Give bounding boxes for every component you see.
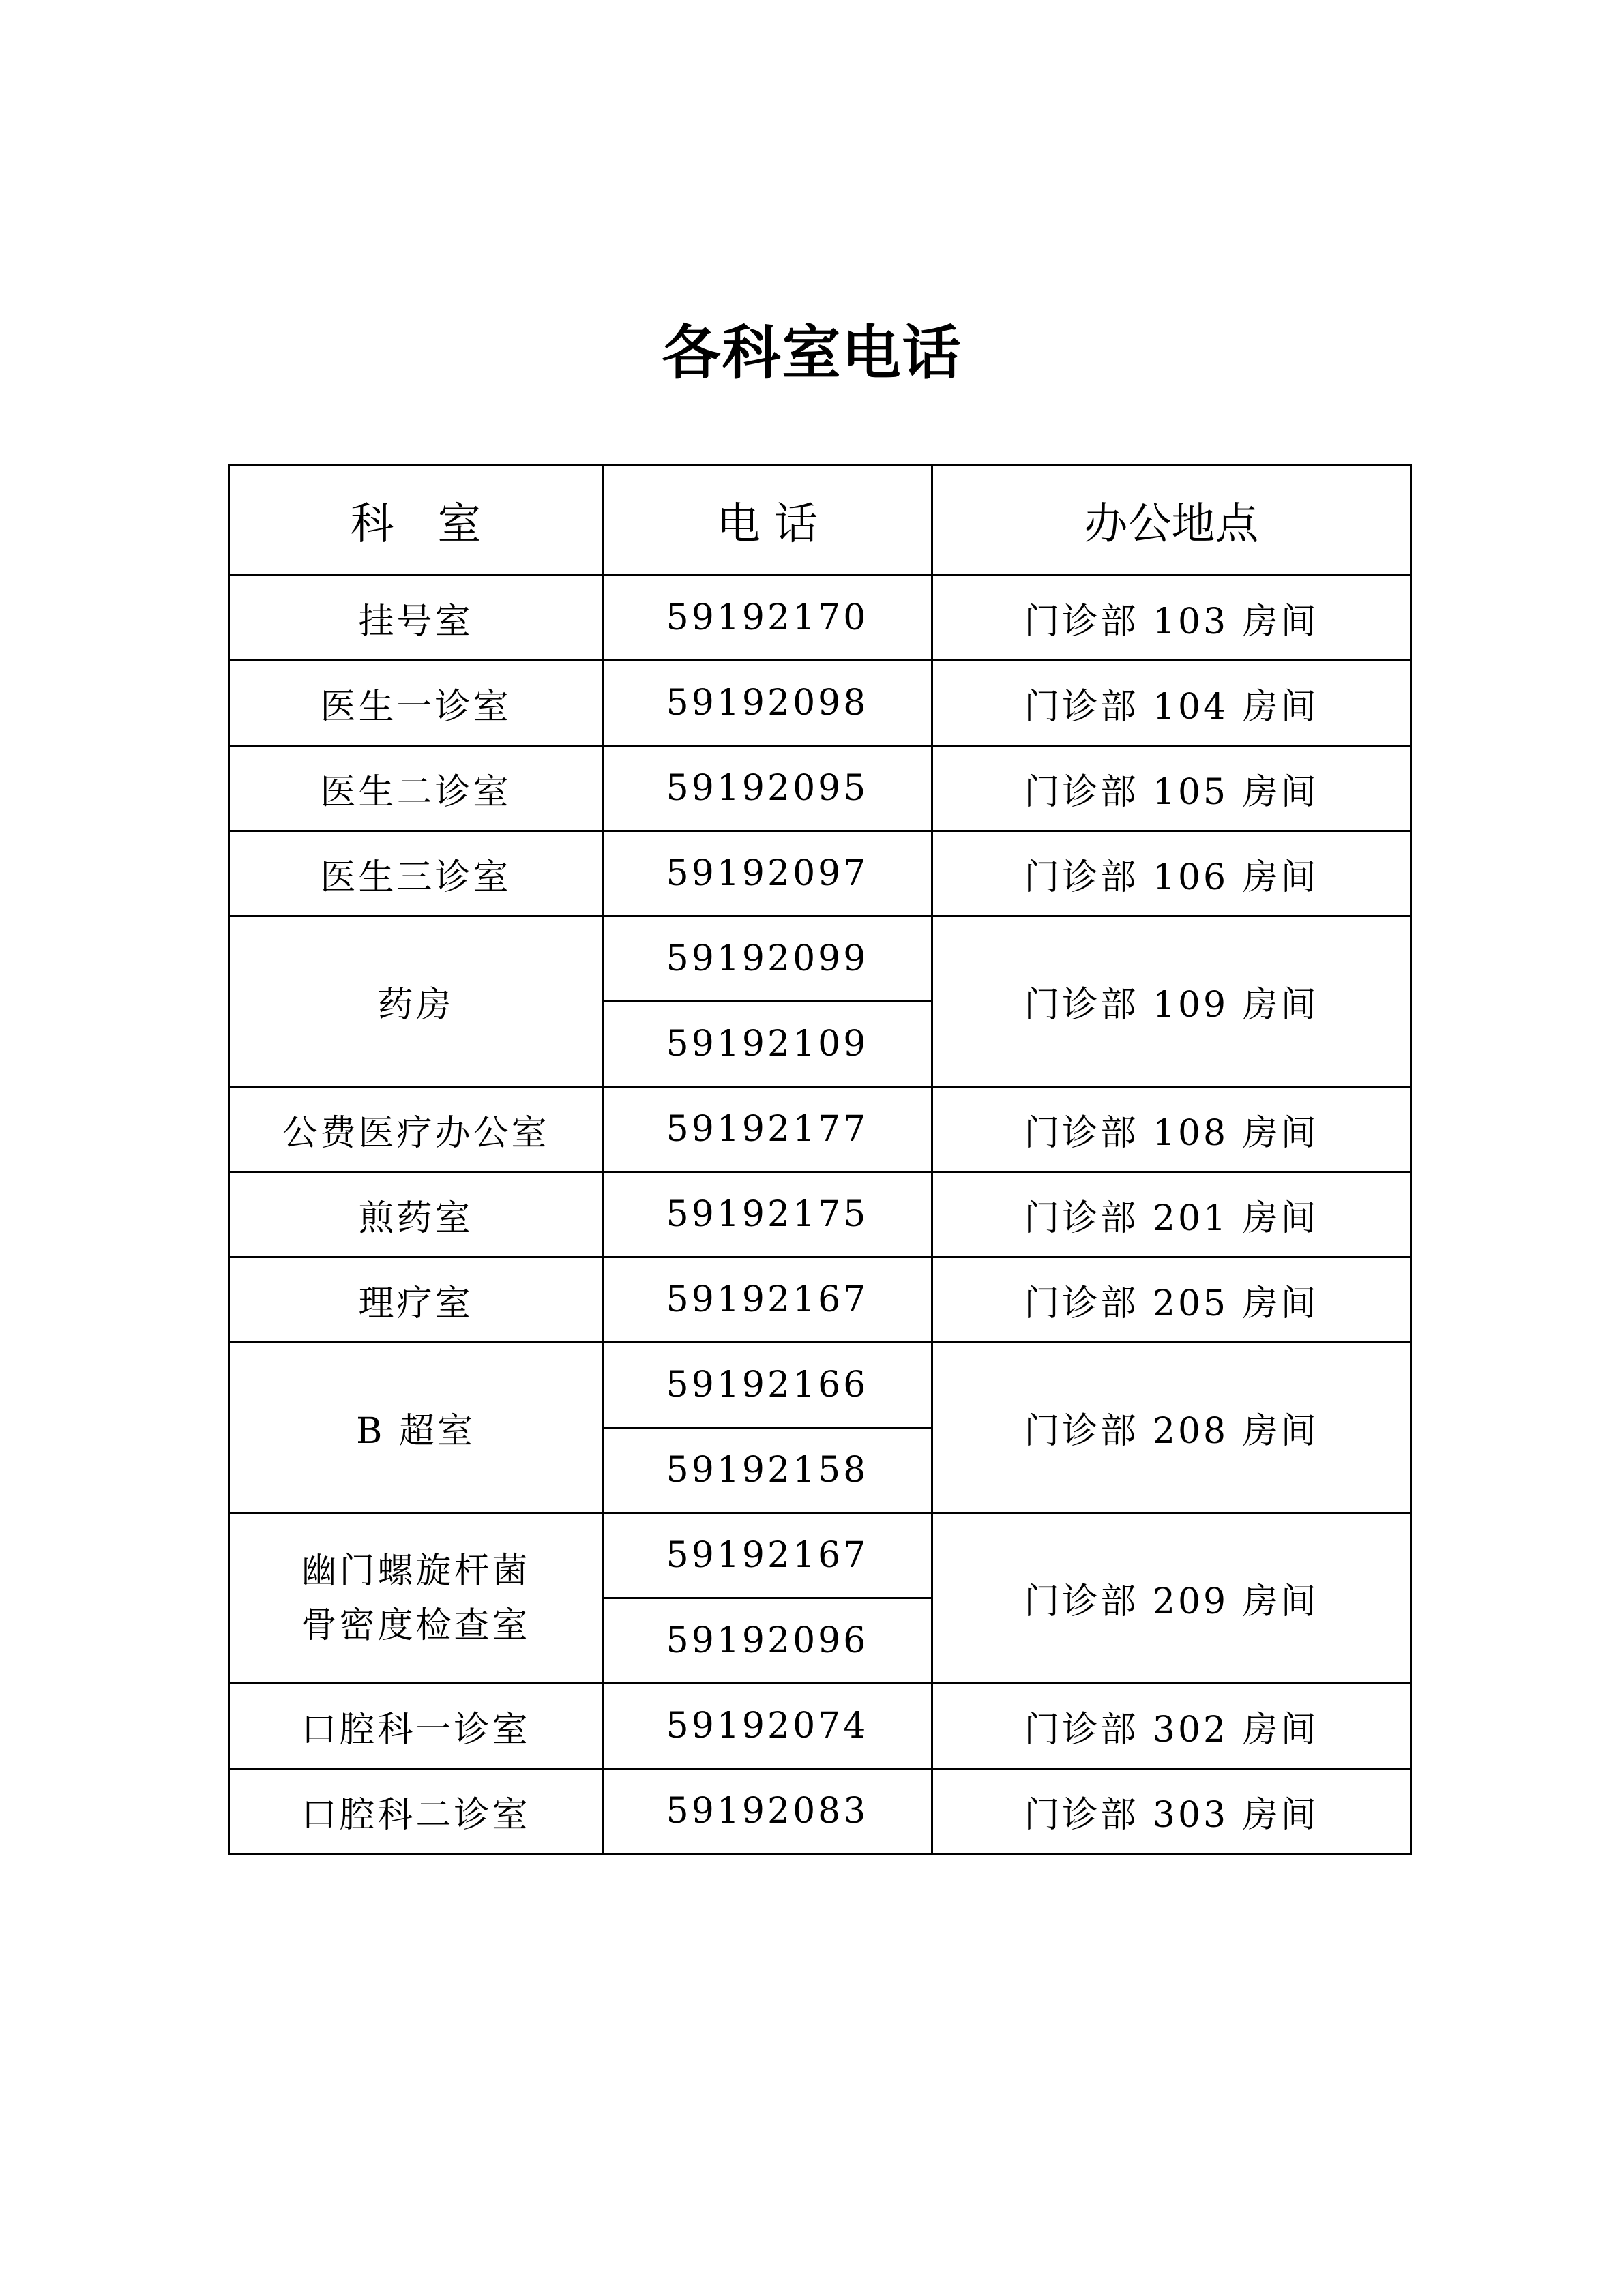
- phone-cell: 59192167: [603, 1513, 932, 1598]
- location-cell: 门诊部 201 房间: [932, 1172, 1411, 1257]
- table-header-row: [229, 466, 1411, 576]
- header-department: 科 室: [229, 466, 603, 576]
- department-cell: 口腔科一诊室: [229, 1684, 603, 1769]
- phone-cell: 59192074: [603, 1684, 932, 1769]
- phone-cell: 59192158: [603, 1428, 932, 1513]
- location-cell: 门诊部 205 房间: [932, 1257, 1411, 1343]
- table-row: [229, 1769, 1411, 1854]
- location-cell: 门诊部 109 房间: [932, 916, 1411, 1087]
- phone-cell: 59192175: [603, 1172, 932, 1257]
- department-cell: 理疗室: [229, 1257, 603, 1343]
- header-location: 办公地点: [932, 466, 1411, 576]
- phone-cell: 59192177: [603, 1087, 932, 1172]
- table-row: [229, 1684, 1411, 1769]
- phone-cell: 59192083: [603, 1769, 932, 1854]
- department-cell: 煎药室: [229, 1172, 603, 1257]
- department-cell: 挂号室: [229, 576, 603, 661]
- phone-cell: 59192097: [603, 831, 932, 916]
- location-cell: 门诊部 105 房间: [932, 746, 1411, 831]
- location-cell: 门诊部 208 房间: [932, 1343, 1411, 1513]
- phone-cell: 59192170: [603, 576, 932, 661]
- department-cell: 药房: [229, 916, 603, 1087]
- location-cell: 门诊部 106 房间: [932, 831, 1411, 916]
- table-row: [229, 746, 1411, 831]
- table-row: [229, 576, 1411, 661]
- department-cell: [229, 1513, 603, 1684]
- department-line: 骨密度检查室: [301, 1605, 531, 1646]
- location-cell: 门诊部 302 房间: [932, 1684, 1411, 1769]
- phone-cell: 59192166: [603, 1343, 932, 1428]
- table-row: [229, 1343, 1411, 1428]
- location-cell: 门诊部 108 房间: [932, 1087, 1411, 1172]
- department-line: 幽门螺旋杆菌: [301, 1550, 531, 1592]
- location-cell: 门诊部 103 房间: [932, 576, 1411, 661]
- department-cell: 医生二诊室: [229, 746, 603, 831]
- phone-cell: 59192098: [603, 661, 932, 746]
- table-row: [229, 916, 1411, 1002]
- department-cell: 医生一诊室: [229, 661, 603, 746]
- location-cell: 门诊部 303 房间: [932, 1769, 1411, 1854]
- location-cell: 门诊部 104 房间: [932, 661, 1411, 746]
- table-row: [229, 831, 1411, 916]
- page-title: 各科室电话: [662, 319, 962, 387]
- table-row: [229, 1257, 1411, 1343]
- location-cell: 门诊部 209 房间: [932, 1513, 1411, 1684]
- department-cell: 口腔科二诊室: [229, 1769, 603, 1854]
- department-cell: 公费医疗办公室: [229, 1087, 603, 1172]
- phone-cell: 59192167: [603, 1257, 932, 1343]
- phone-cell: 59192095: [603, 746, 932, 831]
- department-phone-table: [228, 464, 1412, 1855]
- table-row: [229, 1087, 1411, 1172]
- phone-cell: 59192096: [603, 1598, 932, 1684]
- table-row: [229, 1172, 1411, 1257]
- phone-cell: 59192099: [603, 916, 932, 1002]
- table-row: [229, 1513, 1411, 1598]
- phone-cell: 59192109: [603, 1002, 932, 1087]
- department-cell: 医生三诊室: [229, 831, 603, 916]
- department-cell: B 超室: [229, 1343, 603, 1513]
- header-phone: 电 话: [603, 466, 932, 576]
- table-row: [229, 661, 1411, 746]
